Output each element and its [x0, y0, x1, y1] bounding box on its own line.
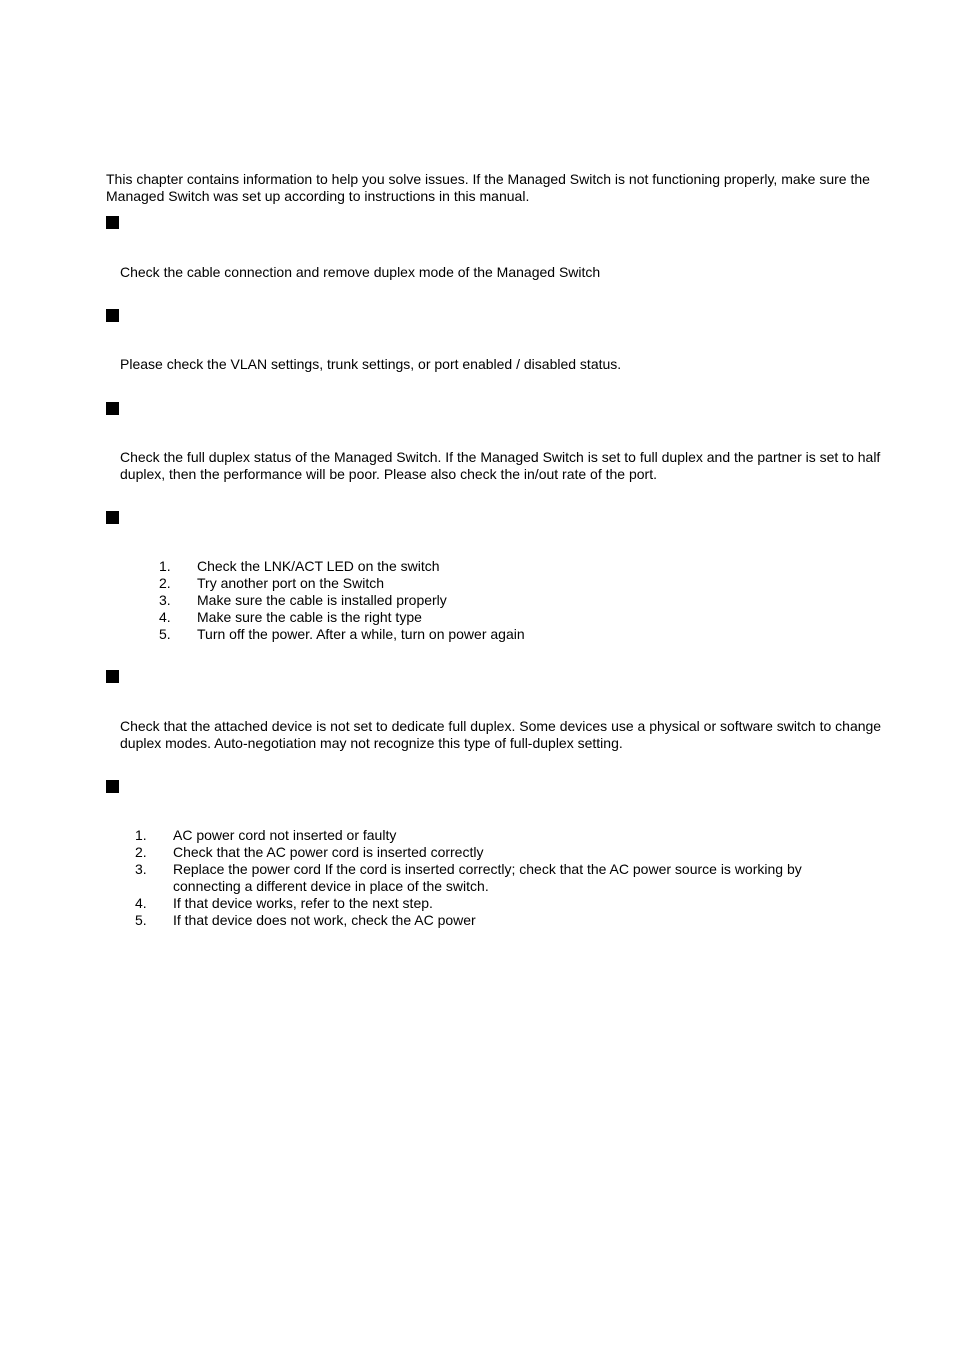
- section-4-list: [159, 558, 859, 643]
- section-1-text: Check the cable connection and remove duplex mode of the Managed Switch: [120, 264, 601, 280]
- list-item-number: 4.: [159, 609, 171, 625]
- intro-paragraph: This chapter contains information to help you solve issues. If the Managed Switch is not functioning properly, make sure the Managed Switch was set up according to instructions in this manual.: [106, 171, 870, 204]
- list-item: [135, 861, 855, 895]
- section-5-text: Check that the attached device is not set to dedicate full duplex. Some devices use a physical or software switch to change duplex modes. Auto-negotiation may not recognize this type of full-duplex setting.: [120, 718, 882, 751]
- section-bullet-icon: [106, 780, 119, 793]
- list-item-number: 1.: [135, 827, 147, 843]
- list-item-number: 2.: [159, 575, 171, 591]
- list-item-number: 1.: [159, 558, 171, 574]
- list-item-text: Make sure the cable is the right type: [197, 609, 422, 625]
- section-bullet-icon: [106, 402, 119, 415]
- list-item-number: 4.: [135, 895, 147, 911]
- list-item: [135, 844, 855, 861]
- list-item: [135, 912, 855, 929]
- list-item-number: 2.: [135, 844, 147, 860]
- list-item: [135, 895, 855, 912]
- section-6-list: [135, 827, 855, 929]
- section-bullet-icon: [106, 511, 119, 524]
- list-item: [159, 558, 859, 575]
- list-item-text: Check that the AC power cord is inserted correctly: [173, 844, 484, 860]
- list-item-number: 5.: [159, 626, 171, 642]
- list-item-number: 3.: [135, 861, 147, 877]
- list-item-number: 3.: [159, 592, 171, 608]
- list-item: [159, 609, 859, 626]
- section-3-text: Check the full duplex status of the Managed Switch. If the Managed Switch is set to full duplex and the partner is set to half duplex, then the performance will be poor. Please also check the in/out rate of the port.: [120, 449, 881, 482]
- list-item-text: If that device works, refer to the next step.: [173, 895, 433, 911]
- list-item-text: Turn off the power. After a while, turn on power again: [197, 626, 525, 642]
- list-item: [159, 575, 859, 592]
- list-item-text: If that device does not work, check the AC power: [173, 912, 476, 928]
- list-item-text: Check the LNK/ACT LED on the switch: [197, 558, 440, 574]
- list-item-number: 5.: [135, 912, 147, 928]
- section-bullet-icon: [106, 216, 119, 229]
- list-item: [135, 827, 855, 844]
- list-item-text: Replace the power cord If the cord is inserted correctly; check that the AC power source is working by connecting a different device in place of the switch.: [173, 861, 802, 894]
- section-2-text: Please check the VLAN settings, trunk settings, or port enabled / disabled status.: [120, 356, 622, 372]
- section-bullet-icon: [106, 309, 119, 322]
- list-item-text: Try another port on the Switch: [197, 575, 385, 591]
- list-item-text: Make sure the cable is installed properly: [197, 592, 447, 608]
- list-item: [159, 626, 859, 643]
- section-bullet-icon: [106, 670, 119, 683]
- list-item-text: AC power cord not inserted or faulty: [173, 827, 397, 843]
- list-item: [159, 592, 859, 609]
